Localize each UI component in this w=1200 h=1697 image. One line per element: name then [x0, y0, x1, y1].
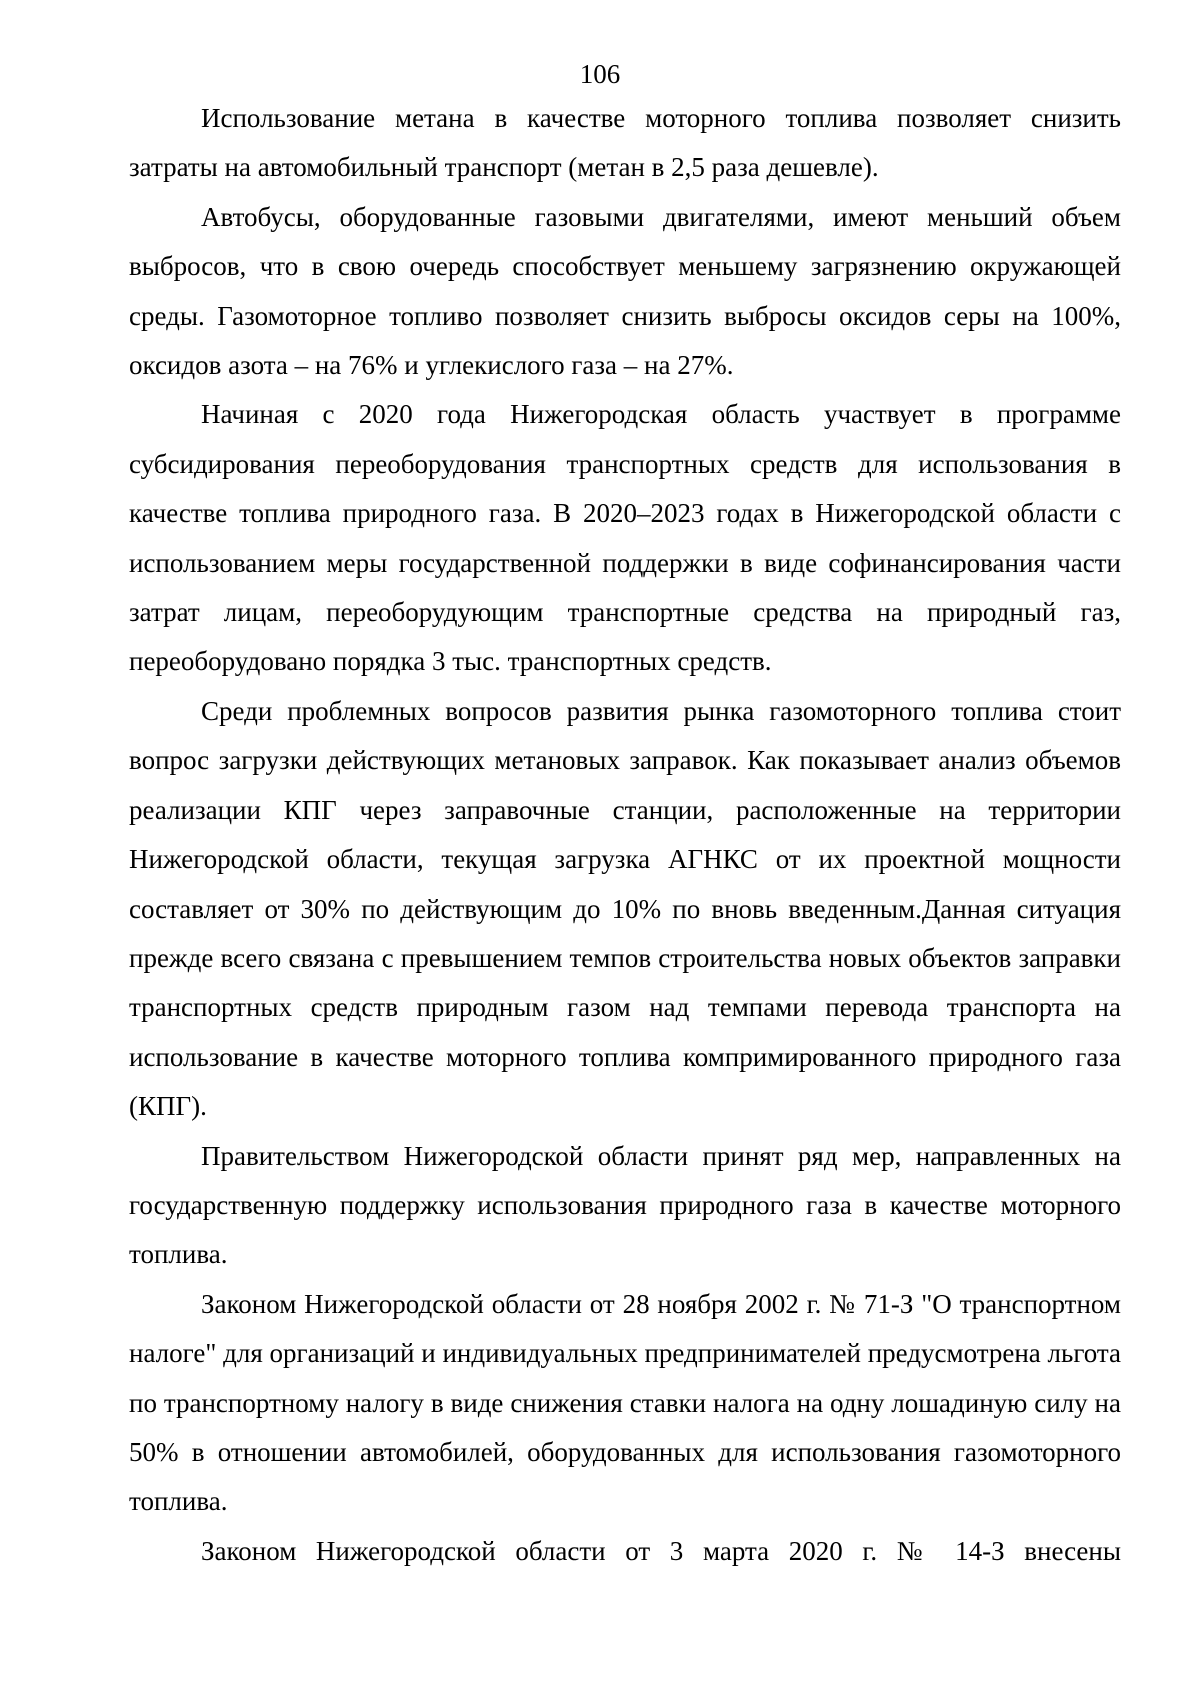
page-number: 106	[579, 59, 621, 89]
paragraph: Использование метана в качестве моторного топлива позволяет снизить затраты на автомобильный транспорт (метан в 2,5 раза дешевле).	[129, 103, 1121, 183]
paragraph-last: Законом Нижегородской области от 3 марта 2020 г. № 14-З внесены	[201, 1535, 1121, 1566]
paragraph: Автобусы, оборудованные газовыми двигателями, имеют меньший объем выбросов, что в свою очередь способствует меньшему загрязнению окружающей среды. Газомоторное топливо позволяет снизить выбросы оксидов серы на 100%, оксидов азота – на 76% и углекислого газа – на 27%.	[129, 201, 1121, 381]
paragraph: Среди проблемных вопросов развития рынка газомоторного топлива стоит вопрос загрузки действующих метановых заправок. Как показывает анализ объемов реализации КПГ через заправочные станции, расположенные на территории Нижегородской области, текущая загрузка АГНКС от их проектной мощности составляет от 30% по действующим до 10% по вновь введенным.Данная ситуация прежде всего связана с превышением темпов строительства новых объектов заправки транспортных средств природным газом над темпами перевода транспорта на использование в качестве моторного топлива компримированного природного газа (КПГ).	[129, 695, 1121, 1122]
paragraph: Законом Нижегородской области от 28 ноября 2002 г. № 71-З "О транспортном налоге" для организаций и индивидуальных предпринимателей предусмотрена льгота по транспортному налогу в виде снижения ставки налога на одну лошадиную силу на 50% в отношении автомобилей, оборудованных для использования газомоторного топлива.	[129, 1288, 1121, 1517]
body-text	[129, 94, 1121, 1576]
paragraph: Правительством Нижегородской области принят ряд мер, направленных на государственную поддержку использования природного газа в качестве моторного топлива.	[129, 1140, 1121, 1270]
paragraph: Начиная с 2020 года Нижегородская область участвует в программе субсидирования переоборудования транспортных средств для использования в качестве топлива природного газа. В 2020–2023 годах в Нижегородской области с использованием меры государственной поддержки в виде софинансирования части затрат лицам, переоборудующим транспортные средства на природный газ, переоборудовано порядка 3 тыс. транспортных средств.	[129, 399, 1121, 677]
